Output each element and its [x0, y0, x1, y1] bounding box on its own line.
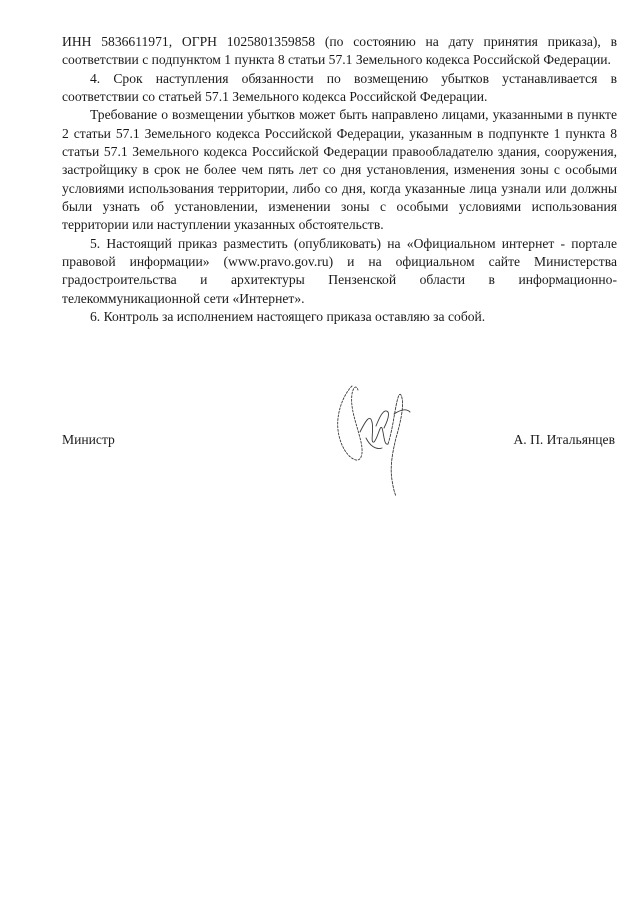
paragraph-compensation-claim: Требование о возмещении убытков может быть направлено лицами, указанными в пункте 2 статьи 57.1 Земельного кодекса Российской Федерации, указанным в подпункте 1 пункта 8 статьи 57.1 Земельного кодекса Российской Федерации правообладателю здания, сооружения, застройщику в срок не более чем пять лет со дня установления, изменения зоны с особыми условиями использования территории, либо со дня, когда указанные лица узнали или должны были узнать об установлении, изменении зоны с особыми условиями использования территории или наступлении указанных обстоятельств. [62, 107, 617, 233]
handwritten-signature [330, 372, 415, 500]
signatory-name: А. П. Итальянцев [513, 432, 615, 447]
paragraph-item-4: 4. Срок наступления обязанности по возмещению убытков устанавливается в соответствии со статьей 57.1 Земельного кодекса Российской Федерации. [62, 70, 617, 105]
paragraph-item-5: 5. Настоящий приказ разместить (опубликовать) на «Официальном интернет - портале правовой информации» (www.pravo.gov.ru) и на официальном сайте Министерства градостроительства и архитектуры Пензенской области в информационно-телекоммуникационной сети «Интернет». [62, 235, 617, 306]
paragraph-continuation: ИНН 5836611971, ОГРН 1025801359858 (по состоянию на дату принятия приказа), в соответствии с подпунктом 1 пункта 8 статьи 57.1 Земельного кодекса Российской Федерации. [62, 34, 617, 68]
paragraph-item-6: 6. Контроль за исполнением настоящего приказа оставляю за собой. [90, 309, 486, 325]
signatory-title: Министр [62, 432, 115, 447]
document-body [62, 33, 617, 327]
